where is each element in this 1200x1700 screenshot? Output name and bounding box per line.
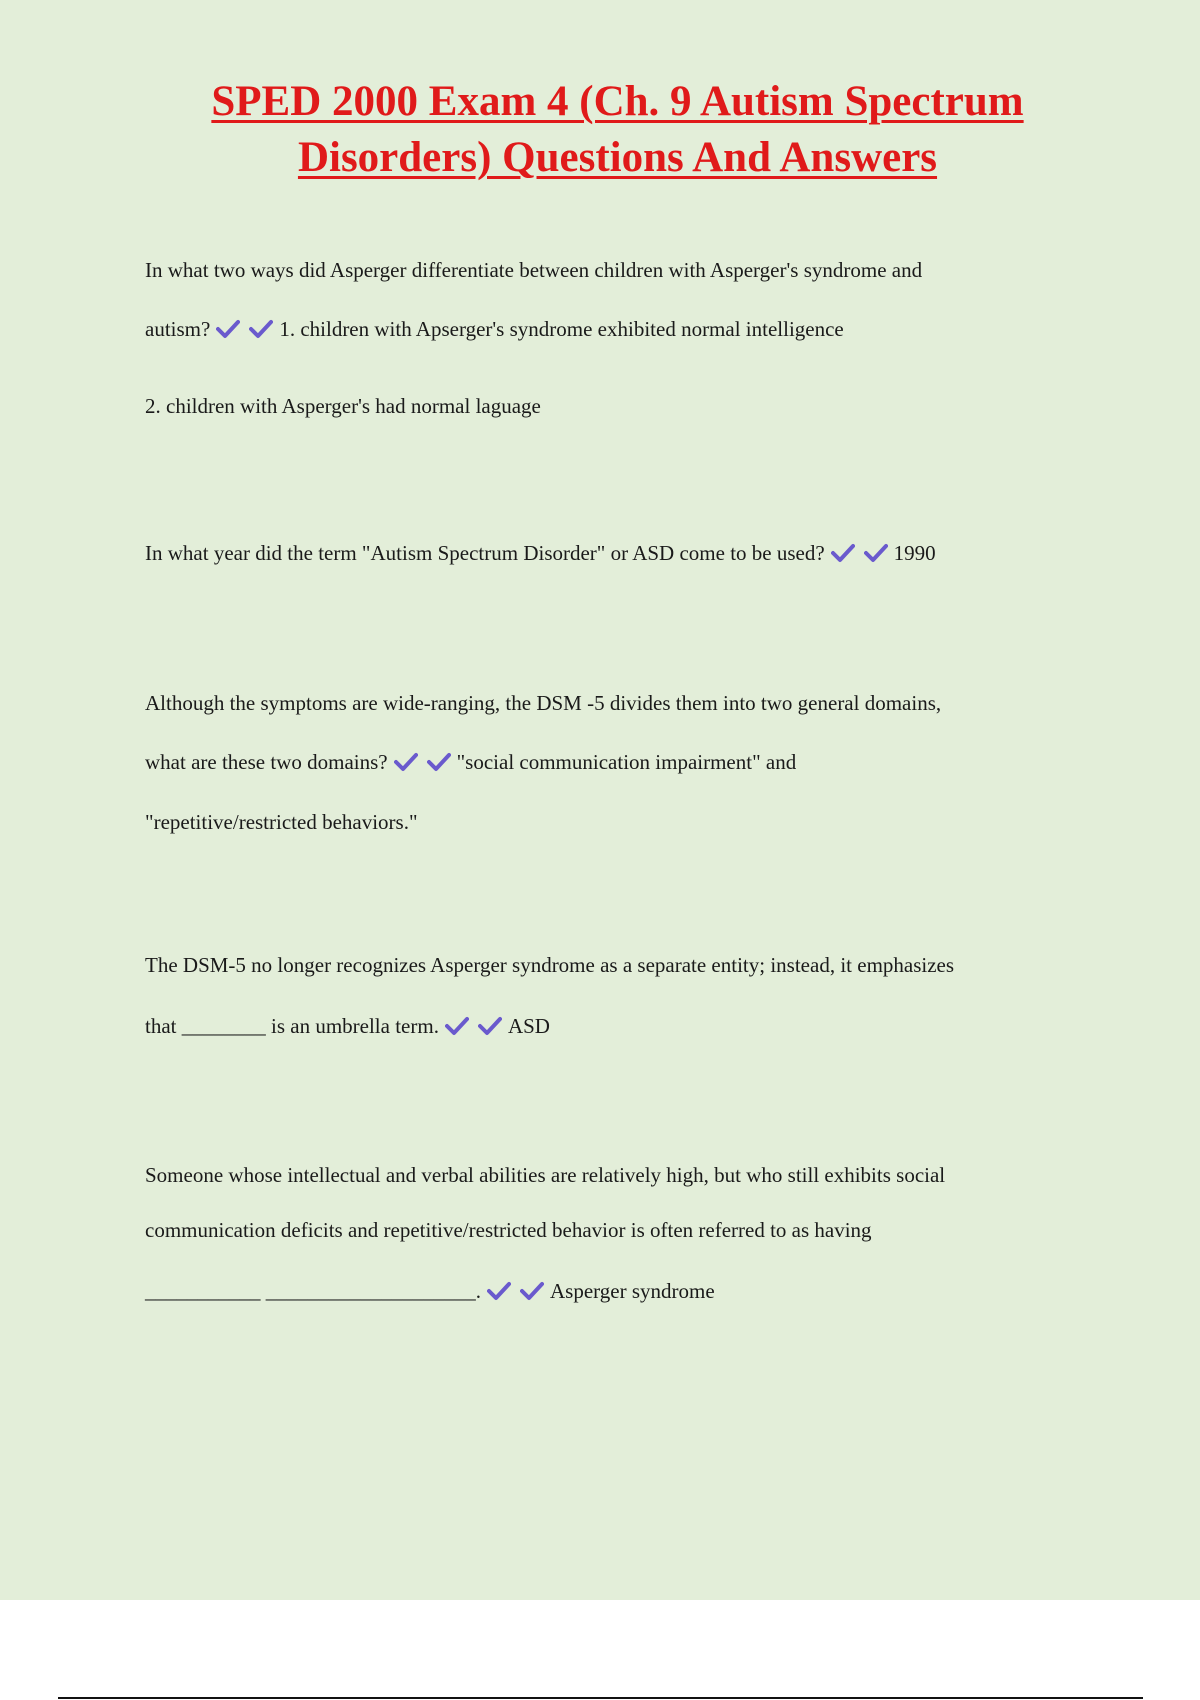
check-icon [520,1281,544,1301]
qa-1-answer-line-2: 2. children with Asperger's had normal laguage [145,394,541,418]
qa-4-answer-line-1: ASD [507,1014,550,1038]
qa-2-answer-line-1: 1990 [893,541,936,565]
qa-3-line-2 [145,748,796,776]
qa-4-line-2 [145,1012,550,1040]
qa-2-line-1 [145,539,936,567]
check-icon [478,1016,502,1036]
check-icon [249,319,273,339]
document-title-line-1: SPED 2000 Exam 4 (Ch. 9 Autism Spectrum [211,78,1024,125]
qa-5-line-3 [145,1277,715,1305]
qa-3-answer-line-2: "repetitive/restricted behaviors." [145,810,418,834]
document-title [120,74,1115,186]
check-icon [394,752,418,772]
check-icon [427,752,451,772]
qa-2-question-line-1: In what year did the term "Autism Spectrum Disorder" or ASD come to be used? [145,541,825,565]
qa-1-answer-line-1: 1. children with Apserger's syndrome exhibited normal intelligence [279,317,844,341]
document-title-line-2: Disorders) Questions And Answers [297,134,938,181]
qa-5-question-line-2: communication deficits and repetitive/restricted behavior is often referred to as having [145,1218,872,1242]
qa-5-answer-line-1: Asperger syndrome [550,1279,715,1303]
check-icon [831,543,855,563]
qa-5-question-line-1: Someone whose intellectual and verbal abilities are relatively high, but who still exhibits social [145,1163,946,1187]
qa-3-question-line-1: Although the symptoms are wide-ranging, the DSM -5 divides them into two general domains, [145,691,942,715]
qa-4-question-line-2: that ________ is an umbrella term. [145,1014,439,1038]
check-icon [487,1281,511,1301]
check-icon [445,1016,469,1036]
qa-1-question-line-1: In what two ways did Asperger differentiate between children with Asperger's syndrome and [145,258,923,282]
check-icon [216,319,240,339]
qa-1-question-line-2: autism? [145,317,211,341]
qa-3-answer-line-1: "social communication impairment" and [456,750,797,774]
check-icon [864,543,888,563]
qa-3-question-line-2: what are these two domains? [145,750,388,774]
footer-divider [58,1697,1143,1699]
qa-4-question-line-1: The DSM-5 no longer recognizes Asperger syndrome as a separate entity; instead, it emphasizes [145,953,955,977]
qa-1-line-2 [145,315,844,343]
qa-5-question-line-3: ___________ ____________________. [145,1279,481,1303]
